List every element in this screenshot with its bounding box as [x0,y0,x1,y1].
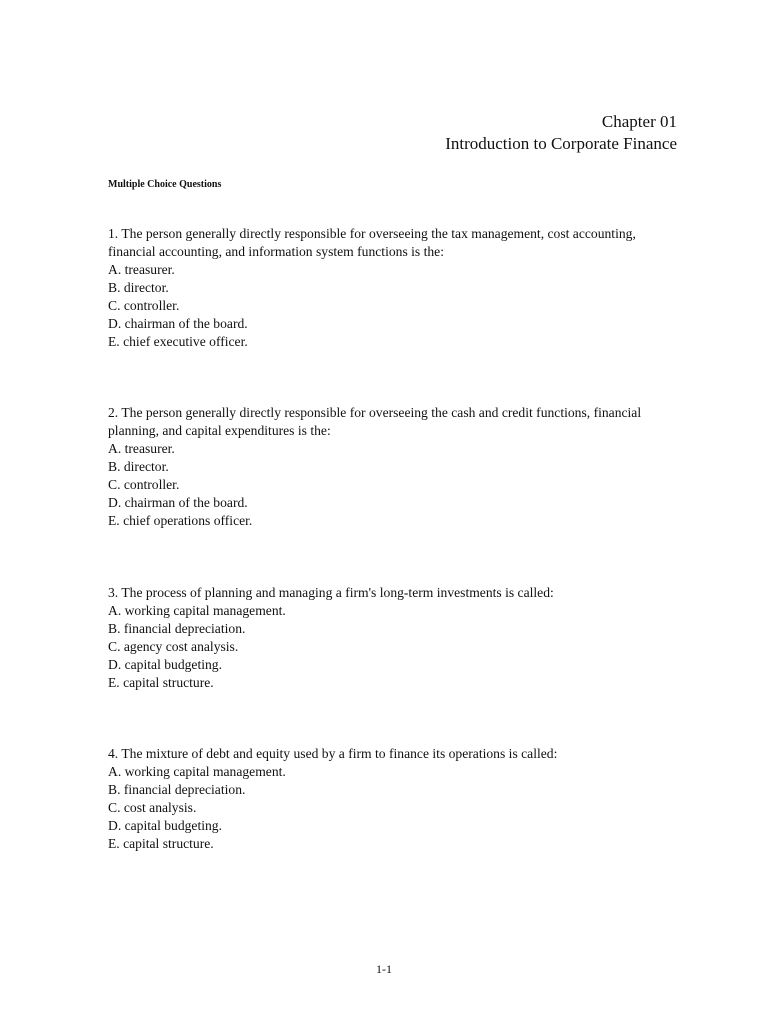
option-b: B. director. [108,459,169,474]
option-c: C. cost analysis. [108,800,197,815]
option-e: E. capital structure. [108,836,214,851]
question-stem: 2. The person generally directly responsible for overseeing the cash and credit functions, financial planning, and capital expenditures is the: [108,405,642,438]
question-stem: 1. The person generally directly responsible for overseeing the tax management, cost accounting, financial accounting, and information system functions is the: [108,226,636,259]
question-1 [108,225,668,351]
option-e: E. chief operations officer. [108,513,253,528]
question-stem: 4. The mixture of debt and equity used by a firm to finance its operations is called: [108,746,558,761]
question-2 [108,404,668,530]
page-number: 1-1 [376,962,392,976]
chapter-header [445,111,677,155]
option-d: D. chairman of the board. [108,316,248,331]
option-b: B. director. [108,280,169,295]
option-a: A. treasurer. [108,441,175,456]
chapter-number: Chapter 01 [601,112,677,131]
question-4 [108,745,668,853]
option-c: C. agency cost analysis. [108,639,239,654]
option-a: A. working capital management. [108,764,286,779]
option-a: A. treasurer. [108,262,175,277]
option-c: C. controller. [108,298,180,313]
option-c: C. controller. [108,477,180,492]
option-d: D. chairman of the board. [108,495,248,510]
option-a: A. working capital management. [108,603,286,618]
section-heading: Multiple Choice Questions [108,179,222,190]
question-stem: 3. The process of planning and managing a firm's long-term investments is called: [108,585,554,600]
option-e: E. chief executive officer. [108,334,248,349]
option-d: D. capital budgeting. [108,657,223,672]
option-b: B. financial depreciation. [108,621,246,636]
option-e: E. capital structure. [108,675,214,690]
option-d: D. capital budgeting. [108,818,223,833]
option-b: B. financial depreciation. [108,782,246,797]
chapter-title: Introduction to Corporate Finance [445,134,677,153]
question-3 [108,584,668,692]
